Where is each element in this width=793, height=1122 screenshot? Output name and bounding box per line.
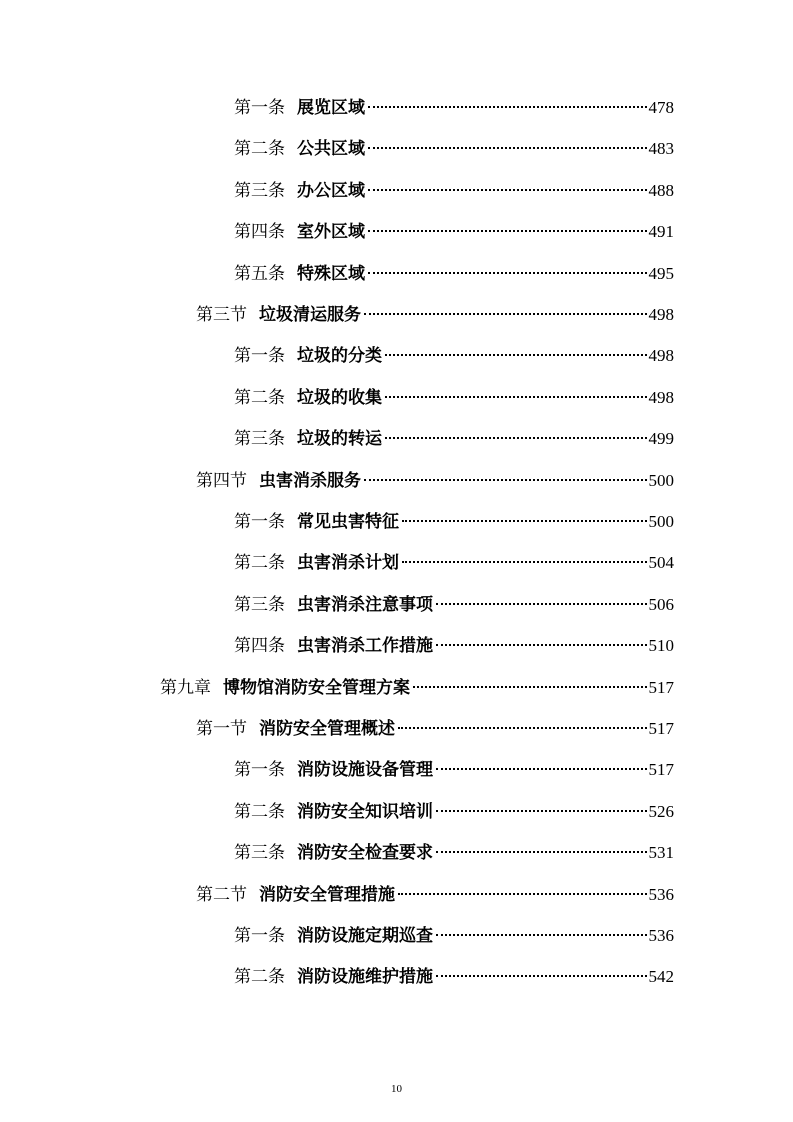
toc-entry[interactable] xyxy=(196,296,674,325)
toc-leader-dots xyxy=(364,462,647,486)
toc-entry-page: 504 xyxy=(648,553,674,573)
toc-entry-number: 第四条 xyxy=(234,222,285,243)
toc-entry-page: 517 xyxy=(648,677,674,697)
toc-entry-title: 消防设施维护措施 xyxy=(297,967,433,988)
toc-entry-title: 垃圾的转运 xyxy=(297,429,382,450)
toc-leader-dots xyxy=(398,876,647,900)
toc-entry[interactable] xyxy=(234,751,674,781)
toc-entry-number: 第二条 xyxy=(234,801,285,822)
toc-entry-number: 第三条 xyxy=(234,594,285,615)
toc-entry-number: 第九章 xyxy=(160,677,211,698)
toc-leader-dots xyxy=(436,834,647,858)
toc-entry-number: 第四节 xyxy=(196,470,247,491)
toc-entry-title: 消防安全管理措施 xyxy=(259,884,395,905)
toc-entry-page: 517 xyxy=(648,760,674,780)
toc-entry-number: 第二条 xyxy=(234,967,285,988)
toc-entry-page: 542 xyxy=(648,967,674,987)
toc-entry-title: 消防设施定期巡查 xyxy=(297,926,433,946)
toc-entry-page: 526 xyxy=(648,801,674,821)
toc-entry-page: 491 xyxy=(648,222,674,242)
toc-entry-title: 室外区域 xyxy=(297,222,365,243)
toc-entry-number: 第一条 xyxy=(234,346,285,367)
toc-entry-page: 506 xyxy=(648,594,674,614)
toc-leader-dots xyxy=(436,586,647,610)
toc-entry[interactable] xyxy=(234,213,674,243)
toc-entry-title: 虫害消杀计划 xyxy=(297,553,399,574)
toc-entry-page: 483 xyxy=(648,139,674,159)
toc-entry-number: 第二条 xyxy=(234,139,285,160)
toc-leader-dots xyxy=(398,710,647,734)
toc-leader-dots xyxy=(368,172,647,196)
toc-entry-number: 第三条 xyxy=(234,843,285,864)
toc-leader-dots xyxy=(402,503,647,527)
toc-entry-title: 特殊区域 xyxy=(297,263,365,284)
toc-leader-dots xyxy=(368,255,647,279)
toc-entry[interactable] xyxy=(234,420,674,450)
toc-entry-page: 498 xyxy=(648,305,674,324)
toc-leader-dots xyxy=(385,420,647,444)
toc-entry-number: 第一节 xyxy=(196,719,247,739)
toc-leader-dots xyxy=(436,793,647,817)
page-number: 10 xyxy=(391,1083,402,1095)
toc-leader-dots xyxy=(368,213,647,237)
toc-leader-dots xyxy=(436,958,647,982)
toc-entry-number: 第三节 xyxy=(196,305,247,325)
toc-entry-title: 消防安全检查要求 xyxy=(297,843,433,864)
toc-entry-number: 第四条 xyxy=(234,636,285,657)
toc-entry[interactable] xyxy=(234,130,674,160)
toc-entry[interactable] xyxy=(160,669,674,698)
toc-entry-title: 虫害消杀注意事项 xyxy=(297,594,433,615)
toc-entry[interactable] xyxy=(234,793,674,822)
toc-entry-page: 536 xyxy=(648,926,674,945)
toc-entry[interactable] xyxy=(234,337,674,367)
toc-entry-title: 博物馆消防安全管理方案 xyxy=(223,677,410,698)
toc-leader-dots xyxy=(436,751,647,775)
toc-entry[interactable] xyxy=(234,834,674,864)
toc-entry-page: 488 xyxy=(648,180,674,200)
toc-entry[interactable] xyxy=(234,544,674,574)
toc-leader-dots xyxy=(385,379,647,403)
toc-entry[interactable] xyxy=(196,876,674,905)
toc-entry-page: 510 xyxy=(648,636,674,656)
toc-entry-page: 498 xyxy=(648,346,674,366)
toc-entry-page: 517 xyxy=(648,719,674,738)
toc-entry[interactable] xyxy=(196,710,674,739)
toc-entry-title: 虫害消杀工作措施 xyxy=(297,636,433,657)
toc-entry-page: 531 xyxy=(648,843,674,863)
toc-entry-page: 478 xyxy=(648,98,674,117)
toc-entry-number: 第一条 xyxy=(234,512,285,532)
toc-leader-dots xyxy=(402,544,647,568)
toc-entry-title: 虫害消杀服务 xyxy=(259,470,361,491)
toc-leader-dots xyxy=(436,627,647,651)
toc-entry-number: 第三条 xyxy=(234,180,285,201)
toc-entry-title: 消防安全管理概述 xyxy=(259,719,395,739)
toc-entry-title: 办公区域 xyxy=(297,180,365,201)
toc-leader-dots xyxy=(368,89,647,113)
toc-leader-dots xyxy=(368,130,647,154)
toc-entry-title: 消防设施设备管理 xyxy=(297,760,433,781)
toc-entry-number: 第二条 xyxy=(234,553,285,574)
toc-entry[interactable] xyxy=(234,627,674,657)
toc-entry[interactable] xyxy=(234,89,674,118)
toc-entry-number: 第二节 xyxy=(196,884,247,905)
toc-entry-title: 消防安全知识培训 xyxy=(297,801,433,822)
toc-leader-dots xyxy=(436,917,647,941)
toc-entry-number: 第二条 xyxy=(234,387,285,408)
toc-entry-title: 垃圾的分类 xyxy=(297,346,382,367)
toc-entry-title: 垃圾的收集 xyxy=(297,387,382,408)
toc-entry-page: 498 xyxy=(648,387,674,407)
toc-entry[interactable] xyxy=(234,586,674,615)
toc-entry[interactable] xyxy=(196,462,674,491)
toc-leader-dots xyxy=(413,669,647,693)
toc-entry-page: 495 xyxy=(648,263,674,283)
toc-entry-number: 第一条 xyxy=(234,926,285,946)
toc-entry-number: 第一条 xyxy=(234,98,285,118)
toc-leader-dots xyxy=(385,337,647,361)
toc-entry-page: 499 xyxy=(648,429,674,449)
toc-entry-number: 第三条 xyxy=(234,429,285,450)
toc-entry[interactable] xyxy=(234,917,674,946)
toc-entry-title: 垃圾清运服务 xyxy=(259,305,361,325)
toc-entry-title: 常见虫害特征 xyxy=(297,512,399,532)
toc-entry[interactable] xyxy=(234,255,674,284)
toc-entry-page: 500 xyxy=(648,512,674,531)
toc-entry-number: 第五条 xyxy=(234,263,285,284)
toc-entry[interactable] xyxy=(234,958,674,988)
toc-entry[interactable] xyxy=(234,379,674,408)
toc-entry-title: 展览区域 xyxy=(297,98,365,118)
toc-entry[interactable] xyxy=(234,503,674,532)
toc-leader-dots xyxy=(364,296,647,320)
toc-entry-number: 第一条 xyxy=(234,760,285,781)
toc-entry-title: 公共区域 xyxy=(297,139,365,160)
toc-entry-page: 500 xyxy=(648,470,674,490)
toc-entry-page: 536 xyxy=(648,884,674,904)
toc-entry[interactable] xyxy=(234,172,674,201)
